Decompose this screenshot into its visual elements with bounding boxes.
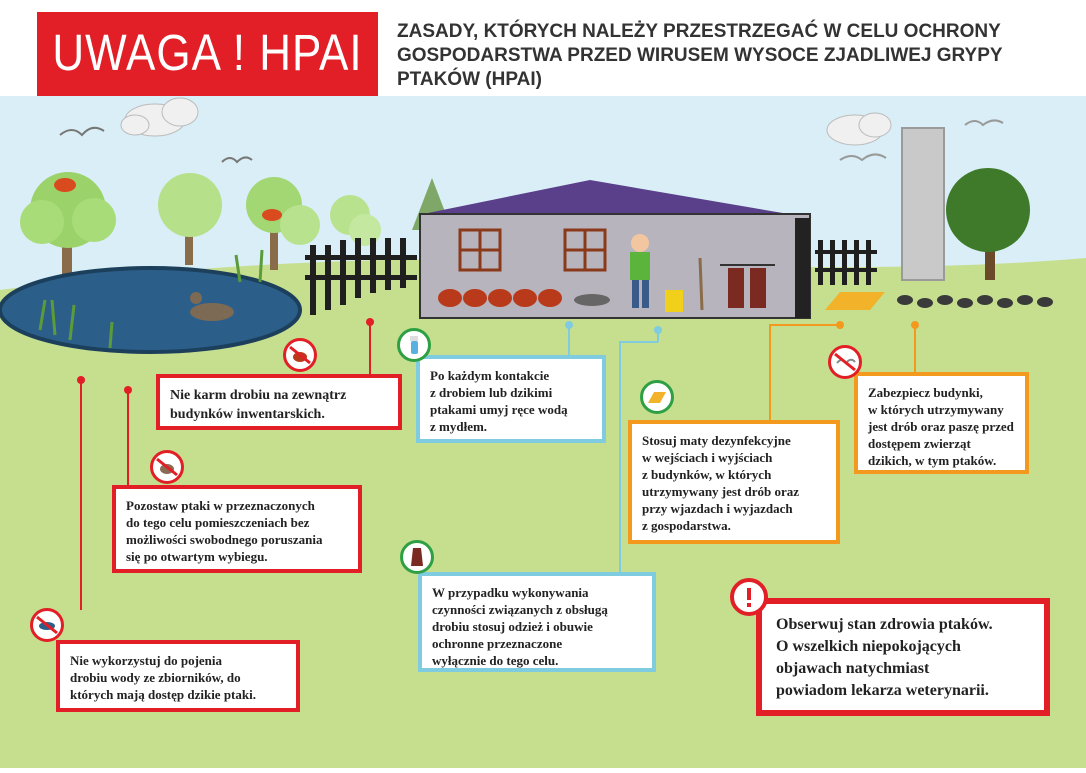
- no-chicken-icon: [283, 338, 317, 372]
- rule-text-line: budynków inwentarskich.: [170, 407, 325, 422]
- rule-text-line: ochronne przeznaczone: [432, 636, 563, 651]
- rule-text-line: Nie wykorzystuj do pojenia: [70, 653, 223, 668]
- no-fish-icon: [30, 608, 64, 642]
- rule-text-line: Zabezpiecz budynki,: [868, 385, 983, 400]
- warning-exclamation-icon: [730, 578, 768, 616]
- headline-line: ZASADY, KTÓRYCH NALEŻY PRZESTRZEGAĆ W CELU OCHRONY: [397, 21, 1001, 42]
- rule-text-line: ptakami umyj ręce wodą: [430, 402, 568, 417]
- rule-feeding-box: [156, 374, 402, 430]
- rule-text-line: Obserwuj stan zdrowia ptaków.: [776, 616, 993, 633]
- rule-text-line: z drobiem lub dzikimi: [430, 385, 553, 400]
- rule-text-line: utrzymywany jest drób oraz: [642, 484, 800, 499]
- rule-text-line: dostępem zwierząt: [868, 436, 971, 451]
- rule-text-line: w których utrzymywany: [868, 402, 1004, 417]
- rule-text-line: z gospodarstwa.: [642, 518, 731, 533]
- headline-line: GOSPODARSTWA PRZED WIRUSEM WYSOCE ZJADLIWEJ GRYPY: [397, 45, 1003, 66]
- rule-text-line: których mają dostęp dzikie ptaki.: [70, 687, 256, 702]
- rule-handwash-box: [416, 355, 606, 443]
- rule-text-line: z budynków, w których: [642, 467, 772, 482]
- headline-line: PTAKÓW (HPAI): [397, 69, 542, 90]
- rule-text-line: do tego celu pomieszczeniach bez: [126, 515, 310, 530]
- spray-bottle-icon: [397, 328, 431, 362]
- rule-text-line: wyłącznie do tego celu.: [432, 653, 559, 668]
- rule-secure-box: [854, 372, 1029, 474]
- rule-text-line: w wejściach i wyjściach: [642, 450, 773, 465]
- rule-text-line: dzikich, w tym ptaków.: [868, 453, 997, 468]
- apron-icon: [400, 540, 434, 574]
- rule-mats-box: [628, 420, 840, 544]
- rule-text-line: czynności związanych z obsługą: [432, 602, 608, 617]
- rule-text-line: drobiu wody ze zbiorników, do: [70, 670, 241, 685]
- rule-text-line: Pozostaw ptaki w przeznaczonych: [126, 498, 315, 513]
- rule-confine-box: [112, 485, 362, 573]
- page-headline: [397, 20, 1077, 92]
- rule-text-line: jest drób oraz paszę przed: [868, 419, 1014, 434]
- no-wild-bird-icon: [828, 345, 862, 379]
- rule-text-line: W przypadku wykonywania: [432, 585, 589, 600]
- rule-text-line: drobiu stosuj odzież i obuwie: [432, 619, 593, 634]
- rule-text-line: możliwości swobodnego poruszania: [126, 532, 323, 547]
- rule-text-line: O wszelkich niepokojących: [776, 638, 961, 655]
- rule-text-line: Nie karm drobiu na zewnątrz: [170, 388, 347, 403]
- rule-text-line: przy wjazdach i wyjazdach: [642, 501, 793, 516]
- warning-banner: [37, 12, 378, 96]
- rule-clothing-box: [418, 572, 656, 672]
- rule-text-line: powiadom lekarza weterynarii.: [776, 682, 989, 699]
- rule-text-line: Po każdym kontakcie: [430, 368, 550, 383]
- rule-text-line: się po otwartym wybiegu.: [126, 549, 268, 564]
- banner-title: UWAGA ! HPAI: [52, 25, 363, 82]
- rule-text-line: z mydłem.: [430, 419, 488, 434]
- rule-water-box: [56, 640, 300, 712]
- no-bird-icon: [150, 450, 184, 484]
- mat-icon: [640, 380, 674, 414]
- rule-text-line: Stosuj maty dezynfekcyjne: [642, 433, 791, 448]
- rule-text-line: objawach natychmiast: [776, 660, 930, 677]
- rule-observe-box: [756, 598, 1050, 716]
